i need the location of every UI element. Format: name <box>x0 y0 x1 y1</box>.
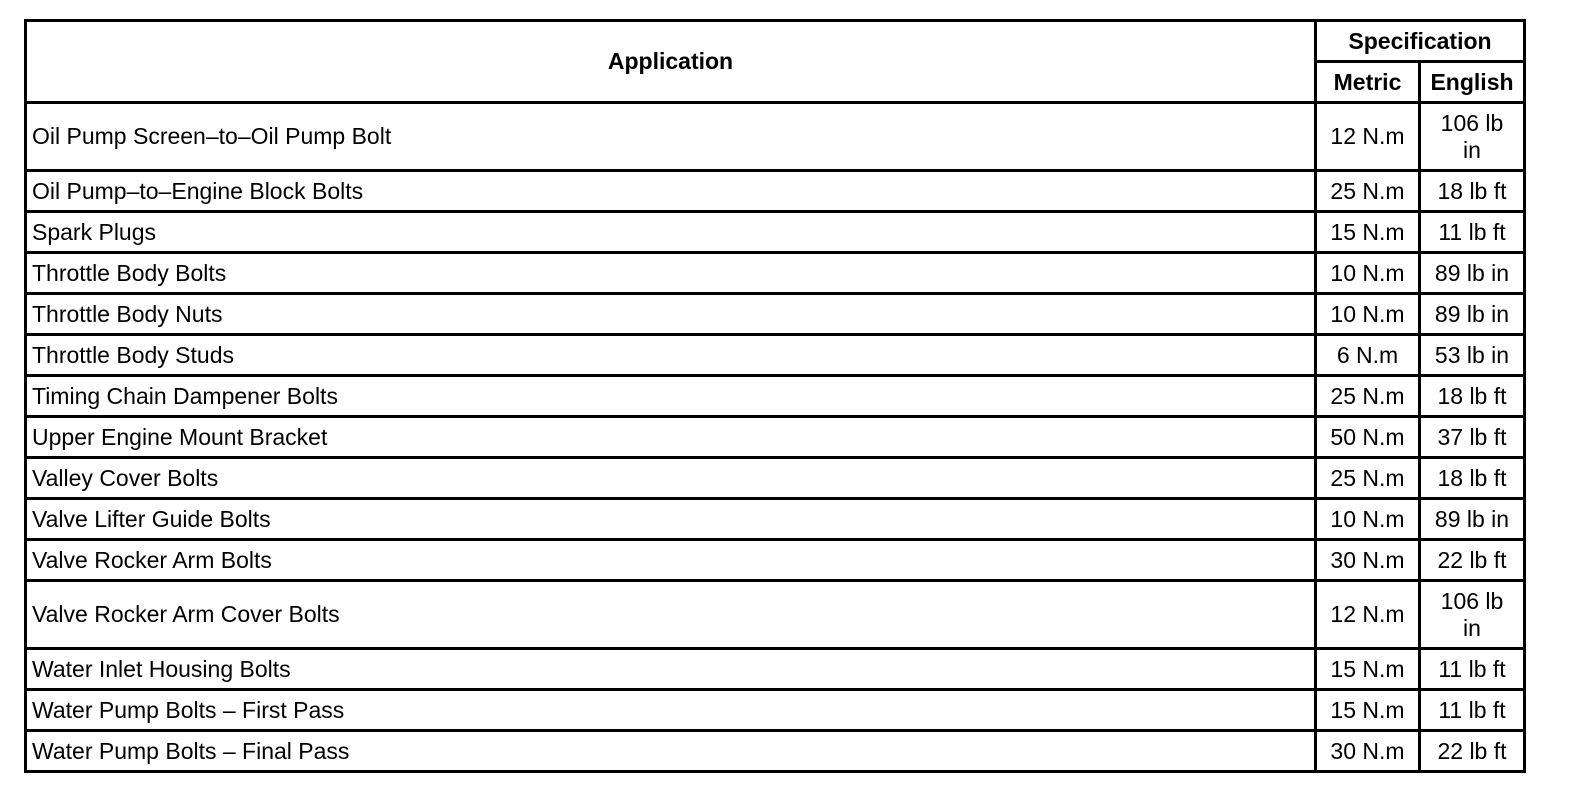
table-row <box>26 253 1525 294</box>
metric-cell: 15 N.m <box>1316 649 1420 690</box>
header-row-top <box>26 21 1525 62</box>
english-cell: 37 lb ft <box>1420 417 1525 458</box>
table-row <box>26 458 1525 499</box>
application-cell: Valve Rocker Arm Bolts <box>26 540 1316 581</box>
table-row <box>26 499 1525 540</box>
application-cell: Throttle Body Nuts <box>26 294 1316 335</box>
metric-cell: 15 N.m <box>1316 690 1420 731</box>
specification-header: Specification <box>1316 21 1525 62</box>
table-row <box>26 103 1525 171</box>
metric-cell: 25 N.m <box>1316 458 1420 499</box>
english-cell: 106 lb in <box>1420 581 1525 649</box>
table-row <box>26 376 1525 417</box>
application-cell: Timing Chain Dampener Bolts <box>26 376 1316 417</box>
application-cell: Water Pump Bolts – First Pass <box>26 690 1316 731</box>
table-body <box>26 103 1525 772</box>
metric-cell: 30 N.m <box>1316 731 1420 772</box>
table-row <box>26 731 1525 772</box>
application-cell: Oil Pump–to–Engine Block Bolts <box>26 171 1316 212</box>
metric-cell: 12 N.m <box>1316 581 1420 649</box>
fastener-spec-table <box>24 19 1526 773</box>
application-cell: Water Pump Bolts – Final Pass <box>26 731 1316 772</box>
metric-cell: 50 N.m <box>1316 417 1420 458</box>
english-cell: 18 lb ft <box>1420 376 1525 417</box>
table-row <box>26 294 1525 335</box>
table-row <box>26 417 1525 458</box>
table-row <box>26 690 1525 731</box>
application-cell: Throttle Body Bolts <box>26 253 1316 294</box>
application-cell: Upper Engine Mount Bracket <box>26 417 1316 458</box>
metric-cell: 15 N.m <box>1316 212 1420 253</box>
english-cell: 18 lb ft <box>1420 171 1525 212</box>
table-row <box>26 335 1525 376</box>
metric-cell: 25 N.m <box>1316 171 1420 212</box>
metric-cell: 10 N.m <box>1316 253 1420 294</box>
english-cell: 89 lb in <box>1420 294 1525 335</box>
metric-cell: 10 N.m <box>1316 294 1420 335</box>
application-header: Application <box>26 21 1316 103</box>
english-cell: 11 lb ft <box>1420 212 1525 253</box>
english-cell: 53 lb in <box>1420 335 1525 376</box>
application-cell: Spark Plugs <box>26 212 1316 253</box>
application-cell: Water Inlet Housing Bolts <box>26 649 1316 690</box>
application-cell: Oil Pump Screen–to–Oil Pump Bolt <box>26 103 1316 171</box>
metric-cell: 30 N.m <box>1316 540 1420 581</box>
metric-cell: 6 N.m <box>1316 335 1420 376</box>
english-cell: 18 lb ft <box>1420 458 1525 499</box>
metric-cell: 25 N.m <box>1316 376 1420 417</box>
table-row <box>26 649 1525 690</box>
table-row <box>26 540 1525 581</box>
table-header <box>26 21 1525 103</box>
english-cell: 11 lb ft <box>1420 649 1525 690</box>
english-cell: 11 lb ft <box>1420 690 1525 731</box>
metric-header: Metric <box>1316 62 1420 103</box>
application-cell: Valve Lifter Guide Bolts <box>26 499 1316 540</box>
english-cell: 89 lb in <box>1420 499 1525 540</box>
metric-cell: 10 N.m <box>1316 499 1420 540</box>
english-cell: 22 lb ft <box>1420 540 1525 581</box>
table-row <box>26 581 1525 649</box>
table-row <box>26 171 1525 212</box>
english-header: English <box>1420 62 1525 103</box>
application-cell: Throttle Body Studs <box>26 335 1316 376</box>
metric-cell: 12 N.m <box>1316 103 1420 171</box>
application-cell: Valley Cover Bolts <box>26 458 1316 499</box>
table-row <box>26 212 1525 253</box>
application-cell: Valve Rocker Arm Cover Bolts <box>26 581 1316 649</box>
english-cell: 89 lb in <box>1420 253 1525 294</box>
english-cell: 22 lb ft <box>1420 731 1525 772</box>
english-cell: 106 lb in <box>1420 103 1525 171</box>
